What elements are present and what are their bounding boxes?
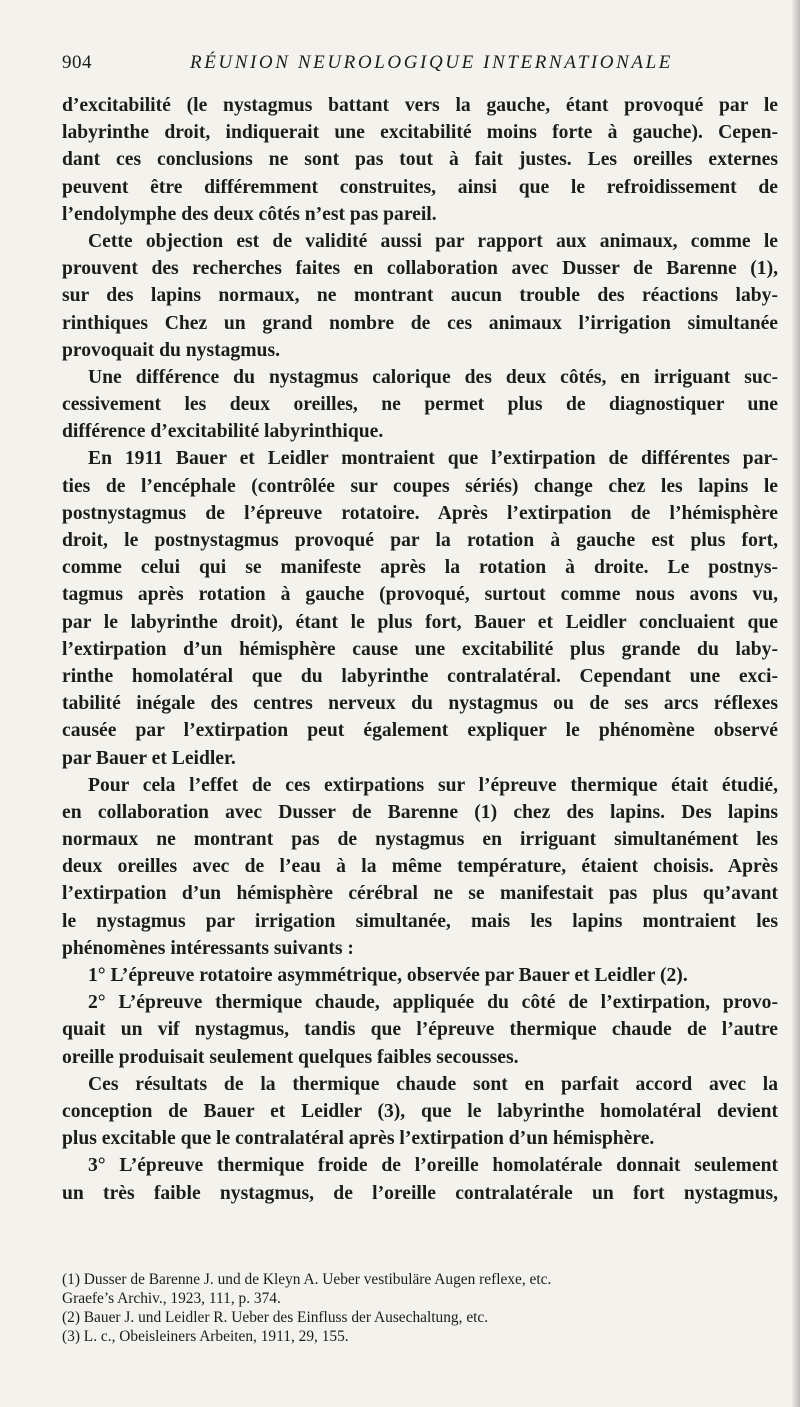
text-line: par Bauer et Leidler. (62, 747, 236, 769)
text-line: Ces résultats de la thermique chaude sont en parfait accord avec la (88, 1073, 778, 1095)
text-line: Cette objection est de validité aussi par rapport aux animaux, comme le (88, 230, 778, 252)
text-line: postnystagmus de l’épreuve rotatoire. Après l’extirpation de l’hémisphère (62, 502, 778, 524)
text-line: l’endolymphe des deux côtés n’est pas pareil. (62, 203, 437, 225)
text-line: 1° L’épreuve rotatoire asymmétrique, observée par Bauer et Leidler (2). (88, 965, 688, 986)
footnotes (62, 1270, 778, 1346)
text-line: Pour cela l’effet de ces extirpations sur l’épreuve thermique était étudié, (88, 774, 778, 796)
text-line: tagmus après rotation à gauche (provoqué, surtout comme nous avons vu, (62, 584, 778, 606)
text-line: différence d’excitabilité labyrinthique. (62, 421, 384, 443)
text-line: prouvent des recherches faites en collaboration avec Dusser de Barenne (1), (62, 258, 778, 280)
text-line: labyrinthe droit, indiquerait une excitabilité moins forte à gauche). Cepen- (62, 122, 778, 144)
footnote-line: (3) L. c., Obeisleiners Arbeiten, 1911, 29, 155. (62, 1328, 349, 1345)
text-line: par le labyrinthe droit), étant le plus fort, Bauer et Leidler concluaient que (62, 611, 778, 633)
text-line: l’extirpation d’un hémisphère cérébral ne se manifestait pas plus qu’avant (62, 883, 778, 905)
text-line: deux oreilles avec de l’eau à la même température, étaient choisis. Après (62, 856, 778, 878)
text-line: droit, le postnystagmus provoqué par la rotation à gauche est plus fort, (62, 530, 778, 551)
text-line: l’extirpation d’un hémisphère cause une excitabilité plus grande du laby- (62, 638, 778, 660)
text-line: cessivement les deux oreilles, ne permet plus de diagnostiquer une (62, 394, 778, 416)
footnote-line: (2) Bauer J. und Leidler R. Ueber des Einfluss der Ausechaltung, etc. (62, 1309, 489, 1326)
text-line: normaux ne montrant pas de nystagmus en irriguant simultanément les (62, 829, 778, 851)
text-line: le nystagmus par irrigation simultanée, mais les lapins montraient les (62, 910, 778, 932)
text-line: en collaboration avec Dusser de Barenne (1) chez des lapins. Des lapins (62, 801, 778, 823)
page-number: 904 (62, 52, 92, 73)
text-line: comme celui qui se manifeste après la rotation à droite. Le postnys- (62, 557, 778, 579)
text-line: peuvent être différemment construites, ainsi que le refroidissement de (62, 176, 778, 198)
body-text (62, 92, 778, 1207)
text-line: quait un vif nystagmus, tandis que l’épreuve thermique chaude de l’autre (62, 1019, 778, 1041)
text-line: phénomènes intéressants suivants : (62, 937, 354, 959)
text-line: causée par l’extirpation peut également expliquer le phénomène observé (62, 720, 778, 742)
text-line: provoquait du nystagmus. (62, 339, 280, 361)
text-line: 3° L’épreuve thermique froide de l’oreille homolatérale donnait seulement (88, 1155, 778, 1177)
text-line: conception de Bauer et Leidler (3), que le labyrinthe homolatéral devient (62, 1100, 778, 1122)
text-line: tabilité inégale des centres nerveux du nystagmus ou de ses arcs réflexes (62, 693, 778, 715)
text-line: un très faible nystagmus, de l’oreille contralatérale un fort nystagmus, (62, 1182, 778, 1204)
text-line: rinthe homolatéral que du labyrinthe contralatéral. Cependant une exci- (62, 665, 778, 687)
footnote-line: Graefe’s Archiv., 1923, 111, p. 374. (62, 1290, 281, 1307)
text-line: dant ces conclusions ne sont pas tout à fait justes. Les oreilles externes (62, 149, 778, 171)
footnote-line: (1) Dusser de Barenne J. und de Kleyn A. Ueber vestibuläre Augen reflexe, etc. (62, 1271, 552, 1288)
text-line: 2° L’épreuve thermique chaude, appliquée du côté de l’extirpation, provo- (88, 992, 778, 1014)
text-line: oreille produisait seulement quelques faibles secousses. (62, 1046, 519, 1068)
text-line: En 1911 Bauer et Leidler montraient que l’extirpation de différentes par- (88, 448, 778, 470)
text-line: ties de l’encéphale (contrôlée sur coupes sériés) change chez les lapins le (62, 475, 778, 497)
text-line: plus excitable que le contralatéral après l’extirpation d’un hémisphère. (62, 1128, 655, 1150)
running-title: RÉUNION NEUROLOGIQUE INTERNATIONALE (190, 52, 673, 73)
text-line: sur des lapins normaux, ne montrant aucun trouble des réactions laby- (62, 285, 778, 307)
page-edge-shadow (791, 0, 800, 1407)
page-header (62, 52, 778, 78)
text-line: Une différence du nystagmus calorique des deux côtés, en irriguant suc- (88, 366, 778, 388)
text-line: rinthiques Chez un grand nombre de ces animaux l’irrigation simultanée (62, 312, 778, 334)
text-line: d’excitabilité (le nystagmus battant vers la gauche, étant provoqué par le (62, 95, 778, 116)
